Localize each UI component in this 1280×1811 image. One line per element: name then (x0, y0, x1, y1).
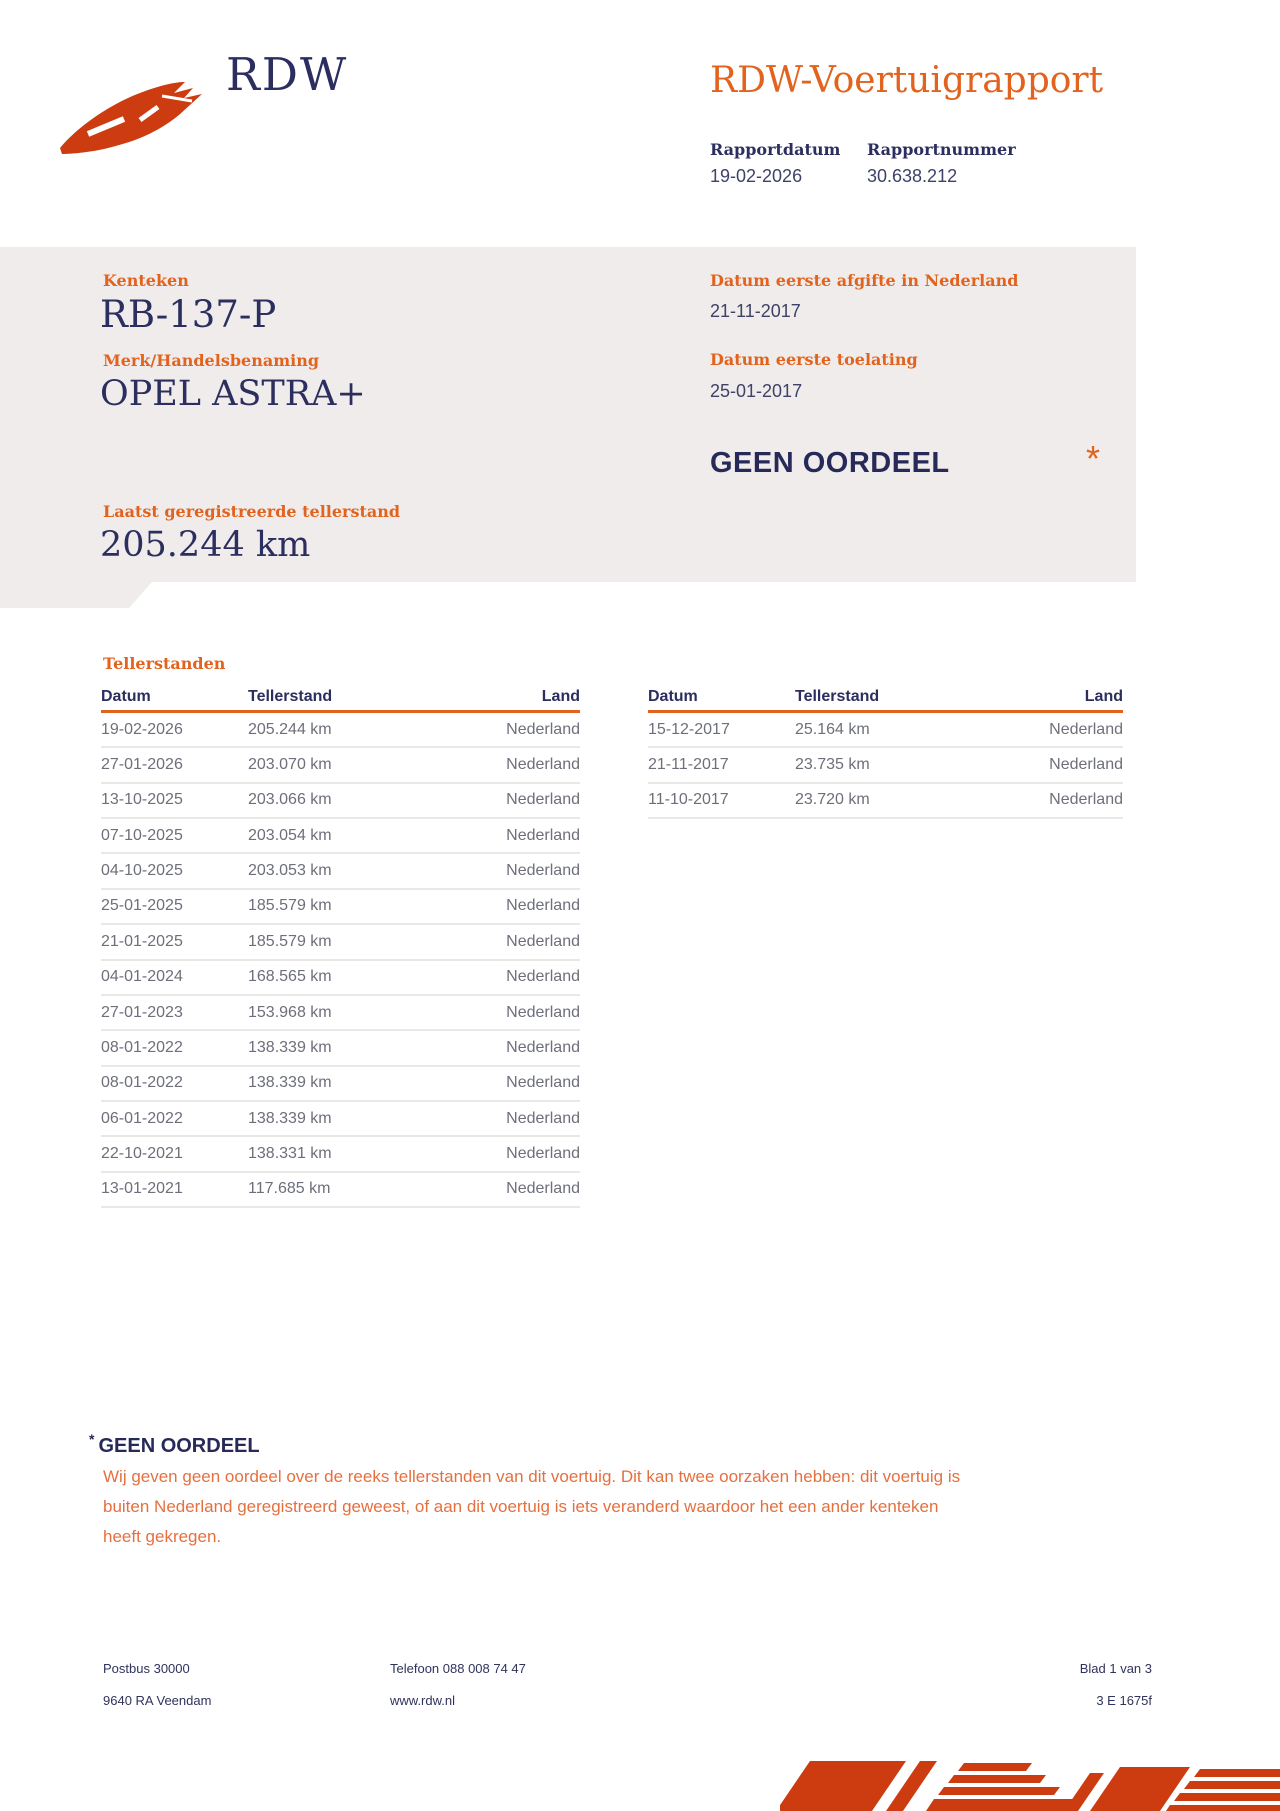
cell-tellerstand: 138.339 km (248, 1038, 332, 1056)
tellerstanden-section-title: Tellerstanden (103, 654, 226, 673)
table-row (101, 961, 580, 996)
table-row (101, 1102, 580, 1137)
table-row (101, 1173, 580, 1208)
cell-tellerstand: 203.066 km (248, 791, 332, 809)
cell-datum: 08-01-2022 (101, 1074, 183, 1092)
kenteken-label: Kenteken (103, 271, 189, 290)
footnote-line: Wij geven geen oordeel over de reeks tellerstanden van dit voertuig. Dit kan twee oorzaken hebben: dit voertuig is (103, 1467, 961, 1486)
rdw-stripe-pattern-graphic (780, 1755, 1280, 1811)
column-header-datum: Datum (101, 688, 151, 705)
cell-land: Nederland (506, 720, 580, 738)
cell-tellerstand: 138.339 km (248, 1074, 332, 1092)
cell-tellerstand: 168.565 km (248, 968, 332, 986)
cell-datum: 04-01-2024 (101, 968, 183, 986)
table-row (101, 854, 580, 889)
cell-datum: 11-10-2017 (648, 791, 729, 809)
cell-land: Nederland (506, 1038, 580, 1056)
cell-tellerstand: 23.720 km (795, 791, 870, 809)
cell-land: Nederland (1049, 720, 1123, 738)
page-title: RDW-Voertuigrapport (710, 60, 1104, 101)
cell-land: Nederland (506, 1109, 580, 1127)
cell-tellerstand: 153.968 km (248, 1003, 332, 1021)
cell-land: Nederland (506, 897, 580, 915)
footer-phone: Telefoon 088 008 74 47 (390, 1661, 526, 1676)
footer-website: www.rdw.nl (390, 1693, 456, 1708)
report-date-label: Rapportdatum (710, 140, 841, 159)
cell-datum: 27-01-2023 (101, 1003, 183, 1021)
cell-datum: 25-01-2025 (101, 897, 183, 915)
footnote-asterisk: * (89, 1431, 95, 1447)
table-row (101, 925, 580, 960)
cell-land: Nederland (506, 791, 580, 809)
footnote-line: buiten Nederland geregistreerd geweest, of aan dit voertuig is iets veranderd waardoor het een ander kenteken (103, 1497, 939, 1516)
table-row (101, 784, 580, 819)
table-row (101, 1067, 580, 1102)
footnote-line: heeft gekregen. (103, 1527, 222, 1546)
rdw-feather-logo-icon (58, 78, 208, 156)
table-row (648, 748, 1123, 783)
rdw-logo-text: RDW (226, 48, 349, 101)
report-date-value: 19-02-2026 (710, 166, 803, 186)
table-row (101, 819, 580, 854)
cell-land: Nederland (506, 1180, 580, 1198)
table-row (648, 784, 1123, 819)
cell-land: Nederland (506, 862, 580, 880)
cell-tellerstand: 117.685 km (248, 1180, 331, 1198)
cell-tellerstand: 203.053 km (248, 862, 332, 880)
eerste-toelating-label: Datum eerste toelating (710, 350, 918, 369)
table-row (101, 748, 580, 783)
cell-datum: 15-12-2017 (648, 720, 730, 738)
tellerstanden-table-right (648, 688, 1123, 819)
cell-land: Nederland (506, 756, 580, 774)
footnote-body (103, 1462, 1083, 1552)
table-row (648, 713, 1123, 748)
tellerstand-value: 205.244 km (100, 525, 311, 565)
cell-land: Nederland (506, 932, 580, 950)
footer-form-code: 3 E 1675f (1096, 1693, 1152, 1708)
cell-land: Nederland (506, 1003, 580, 1021)
column-header-tellerstand: Tellerstand (795, 688, 880, 705)
cell-land: Nederland (506, 968, 580, 986)
cell-datum: 21-01-2025 (101, 932, 183, 950)
column-header-land: Land (1084, 688, 1123, 705)
cell-land: Nederland (1049, 791, 1123, 809)
cell-land: Nederland (506, 1144, 580, 1162)
cell-tellerstand: 185.579 km (248, 932, 332, 950)
cell-tellerstand: 205.244 km (248, 720, 332, 738)
report-number-value: 30.638.212 (867, 166, 958, 186)
cell-datum: 13-10-2025 (101, 791, 183, 809)
cell-land: Nederland (1049, 756, 1123, 774)
report-number-label: Rapportnummer (867, 140, 1016, 159)
footer-address-line1: Postbus 30000 (103, 1661, 190, 1676)
cell-datum: 04-10-2025 (101, 862, 183, 880)
cell-tellerstand: 203.070 km (248, 756, 332, 774)
footer-address-line2: 9640 RA Veendam (103, 1693, 212, 1708)
cell-datum: 22-10-2021 (101, 1144, 183, 1162)
cell-datum: 13-01-2021 (101, 1180, 183, 1198)
table-row (101, 996, 580, 1031)
column-header-land: Land (541, 688, 580, 705)
cell-datum: 08-01-2022 (101, 1038, 183, 1056)
table-header-row (648, 688, 1123, 713)
cell-land: Nederland (506, 826, 580, 844)
table-row (101, 713, 580, 748)
column-header-datum: Datum (648, 688, 698, 705)
cell-land: Nederland (506, 1074, 580, 1092)
cell-tellerstand: 185.579 km (248, 897, 332, 915)
cell-datum: 07-10-2025 (101, 826, 183, 844)
merk-label: Merk/Handelsbenaming (103, 351, 320, 370)
kenteken-value: RB-137-P (100, 293, 277, 336)
eerste-afgifte-label: Datum eerste afgifte in Nederland (710, 271, 1019, 290)
tellerstanden-table-left (101, 688, 580, 1208)
eerste-toelating-value: 25-01-2017 (710, 381, 803, 401)
column-header-tellerstand: Tellerstand (248, 688, 333, 705)
merk-value: OPEL ASTRA+ (100, 374, 366, 414)
table-row (101, 890, 580, 925)
cell-tellerstand: 23.735 km (795, 756, 870, 774)
footnote-heading-text: GEEN OORDEEL (98, 1435, 260, 1457)
table-header-row (101, 688, 580, 713)
verdict-asterisk: * (1086, 438, 1101, 479)
cell-datum: 06-01-2022 (101, 1109, 183, 1127)
vehicle-summary-box-tab (0, 582, 152, 608)
tellerstand-label: Laatst geregistreerde tellerstand (103, 502, 401, 521)
cell-tellerstand: 138.339 km (248, 1109, 332, 1127)
cell-tellerstand: 203.054 km (248, 826, 332, 844)
table-row (101, 1137, 580, 1172)
table-row (101, 1031, 580, 1066)
eerste-afgifte-value: 21-11-2017 (710, 301, 801, 321)
footer-page-indicator: Blad 1 van 3 (1079, 1661, 1152, 1676)
cell-datum: 27-01-2026 (101, 756, 183, 774)
cell-datum: 21-11-2017 (648, 756, 729, 774)
cell-datum: 19-02-2026 (101, 720, 183, 738)
footnote-heading (89, 1431, 260, 1458)
cell-tellerstand: 25.164 km (795, 720, 870, 738)
verdict-text: GEEN OORDEEL (710, 447, 950, 479)
cell-tellerstand: 138.331 km (248, 1144, 332, 1162)
